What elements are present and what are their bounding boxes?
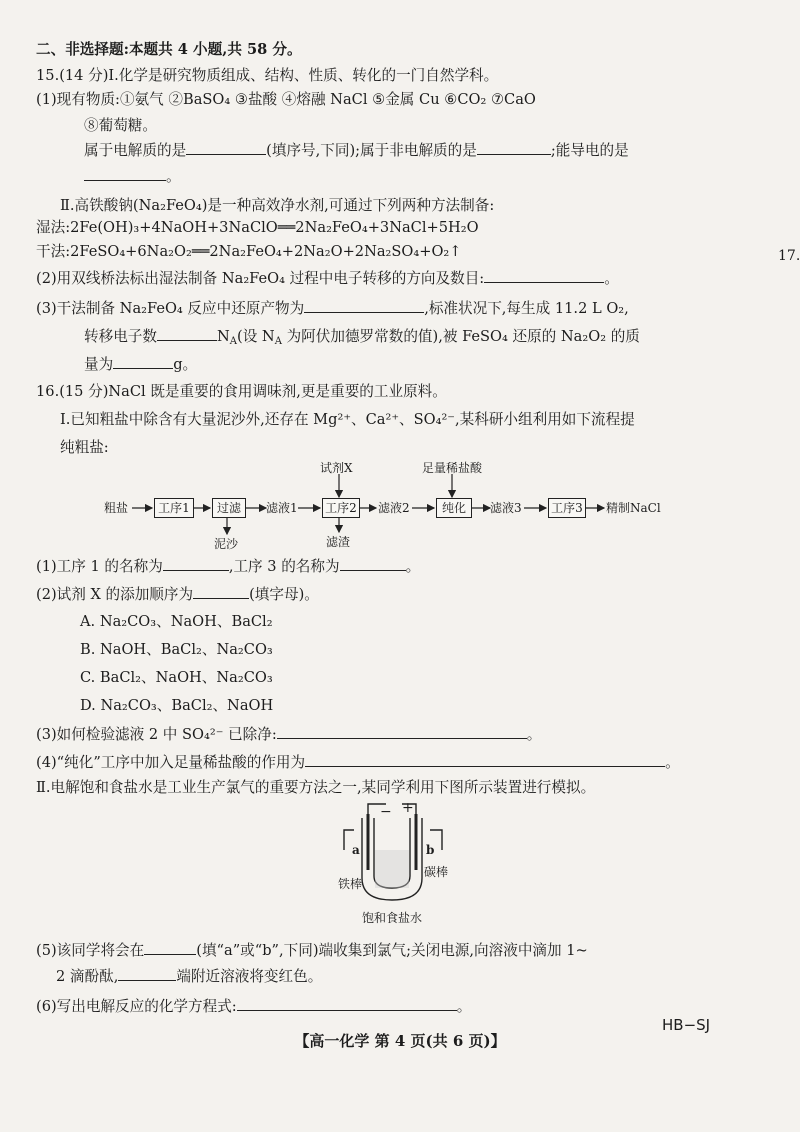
q16-p5-a: (5)该同学将会在: [36, 942, 145, 959]
q15-dry-method: 干法:2FeSO₄+6Na₂O₂══2Na₂FeO₄+2Na₂O+2Na₂SO₄+O₂↑: [36, 243, 462, 260]
q16-answer-blank-order[interactable]: [193, 584, 249, 599]
q16-answer-blank-red-end[interactable]: [118, 966, 176, 981]
q15-p2-text: (2)用双线桥法标出湿法制备 Na₂FeO₄ 过程中电子转移的方向及数目:: [36, 270, 485, 287]
q16-answer-blank-equation[interactable]: [237, 996, 457, 1011]
port-a-label: a: [352, 843, 360, 857]
q15-p1-line2: ⑧葡萄糖。: [84, 117, 157, 134]
q15-p3-a: (3)干法制备 Na₂FeO₄ 反应中还原产物为: [36, 300, 305, 317]
q15-p3-d: N: [216, 328, 230, 345]
q15-p1-q-a: 属于电解质的是: [84, 142, 187, 159]
q15-p1-q-b: (填序号,下同);属于非电解质的是: [266, 142, 477, 159]
flow-step3-box: 工序3: [548, 498, 586, 518]
electrode-minus: −: [380, 804, 392, 820]
exam-code: HB−SJ: [662, 1016, 711, 1034]
flow-reagent-x: 试剂X: [320, 461, 353, 475]
q16-answer-blank-acid-role[interactable]: [305, 752, 665, 767]
u-tube-diagram: [330, 800, 470, 912]
q16-p5-c: 2 滴酚酞,: [56, 968, 119, 985]
q16-p2-b: (填字母)。: [249, 586, 319, 603]
q15-p3-e: (设 N: [237, 328, 275, 345]
q15-part2-intro: Ⅱ.高铁酸钠(Na₂FeO₄)是一种高效净水剂,可通过下列两种方法制备:: [60, 197, 495, 214]
q16-p6-b: 。: [456, 998, 472, 1015]
flow-filtrate3: 滤液3: [490, 501, 522, 515]
flow-step2-box: 工序2: [322, 498, 360, 518]
q16-answer-blank-step3[interactable]: [340, 556, 406, 571]
q16-p6-a: (6)写出电解反应的化学方程式:: [36, 998, 237, 1015]
q16-p1-b: ,工序 3 的名称为: [228, 558, 340, 575]
q16-p5-b: (填“a”或“b”,下同)端收集到氯气;关闭电源,向溶液中滴加 1~: [196, 942, 588, 959]
flow-end: 精制NaCl: [606, 501, 661, 515]
q16-p3: [36, 724, 541, 745]
q16-p4: [36, 752, 680, 773]
q15-p1-q-c: ;能导电的是: [550, 142, 629, 159]
q16-p2-a: (2)试剂 X 的添加顺序为: [36, 586, 194, 603]
q15-p3-c: 转移电子数: [84, 328, 157, 345]
q16-p4-b: 。: [665, 754, 680, 771]
port-b-label: b: [426, 843, 435, 857]
q16-p5-d: 端附近溶液将变红色。: [176, 968, 323, 985]
brine-fill: [375, 850, 409, 888]
q16-part1-b: 纯粗盐:: [60, 439, 109, 456]
q16-p1-a: (1)工序 1 的名称为: [36, 558, 163, 575]
q16-part2: Ⅱ.电解饱和食盐水是工业生产氯气的重要方法之一,某同学利用下图所示装置进行模拟。: [36, 779, 596, 796]
flow-mud: 泥沙: [214, 537, 239, 551]
flow-step1-box: 工序1: [154, 498, 194, 518]
q15-p3-d-sub: A: [229, 336, 237, 347]
q16-p1: [36, 556, 420, 577]
q15-p3-b: ,标准状况下,每生成 11.2 L O₂,: [424, 300, 629, 317]
q16-p3-b: 。: [526, 726, 542, 743]
section-heading: 二、非选择题:本题共 4 小题,共 58 分。: [36, 41, 302, 58]
q15-p2-end: 。: [604, 270, 619, 287]
q16-option-b: B. NaOH、BaCl₂、Na₂CO₃: [80, 641, 273, 658]
q16-p5-line1: [36, 940, 588, 961]
page-footer: 【高一化学 第 4 页(共 6 页)】: [294, 1032, 506, 1050]
brine-label: 饱和食盐水: [362, 911, 423, 925]
q16-option-d: D. Na₂CO₃、BaCl₂、NaOH: [80, 697, 274, 714]
flow-acid: 足量稀盐酸: [422, 461, 483, 475]
q16-part1-a: Ⅰ.已知粗盐中除含有大量泥沙外,还存在 Mg²⁺、Ca²⁺、SO₄²⁻,某科研小组利用如下流程提: [60, 411, 635, 428]
q16-p6: [36, 996, 471, 1017]
q15-wet-method: 湿法:2Fe(OH)₃+4NaOH+3NaClO══2Na₂FeO₄+3NaCl+5H₂O: [36, 219, 479, 236]
flow-filtrate1: 滤液1: [266, 501, 298, 515]
flow-arrows: [0, 0, 800, 560]
q15-p3-e-sub: A: [274, 336, 282, 347]
q15-intro: 15.(14 分)Ⅰ.化学是研究物质组成、结构、性质、转化的一门自然学科。: [36, 67, 499, 84]
flow-start: 粗盐: [104, 501, 129, 515]
q15-p3-f: 为阿伏加德罗常数的值),被 FeSO₄ 还原的 Na₂O₂ 的质: [281, 328, 640, 345]
q15-p1-line1: (1)现有物质:①氨气 ②BaSO₄ ③盐酸 ④熔融 NaCl ⑤金属 Cu ⑥CO₂ ⑦CaO: [36, 91, 536, 108]
next-question-edge-mark: 17.: [778, 248, 800, 264]
q15-p3-g: 量为: [84, 356, 114, 373]
q16-option-c: C. BaCl₂、NaOH、Na₂CO₃: [80, 669, 273, 686]
flow-residue: 滤渣: [326, 535, 351, 549]
iron-rod-label: 铁棒: [338, 877, 363, 891]
q16-p5-line2: [56, 966, 322, 987]
q16-p2: [36, 584, 319, 605]
flow-purify-box: 纯化: [436, 498, 472, 518]
q16-p1-c: 。: [405, 558, 421, 575]
q16-answer-blank-step1[interactable]: [163, 556, 229, 571]
q16-intro: 16.(15 分)NaCl 既是重要的食用调味剂,更是重要的工业原料。: [36, 383, 447, 400]
q16-answer-blank-chlorine-end[interactable]: [144, 940, 196, 955]
flow-filter-box: 过滤: [212, 498, 246, 518]
q16-option-a: A. Na₂CO₃、NaOH、BaCl₂: [80, 613, 273, 630]
q16-p3-a: (3)如何检验滤液 2 中 SO₄²⁻ 已除净:: [36, 726, 277, 743]
q16-p4-a: (4)“纯化”工序中加入足量稀盐酸的作用为: [36, 754, 306, 771]
electrode-plus: +: [402, 800, 414, 816]
carbon-rod-label: 碳棒: [424, 865, 449, 879]
q15-p1-q-end: 。: [166, 168, 181, 185]
q15-p3-h: g。: [173, 356, 198, 373]
flow-filtrate2: 滤液2: [378, 501, 410, 515]
q16-answer-blank-sulfate-test[interactable]: [277, 724, 527, 739]
